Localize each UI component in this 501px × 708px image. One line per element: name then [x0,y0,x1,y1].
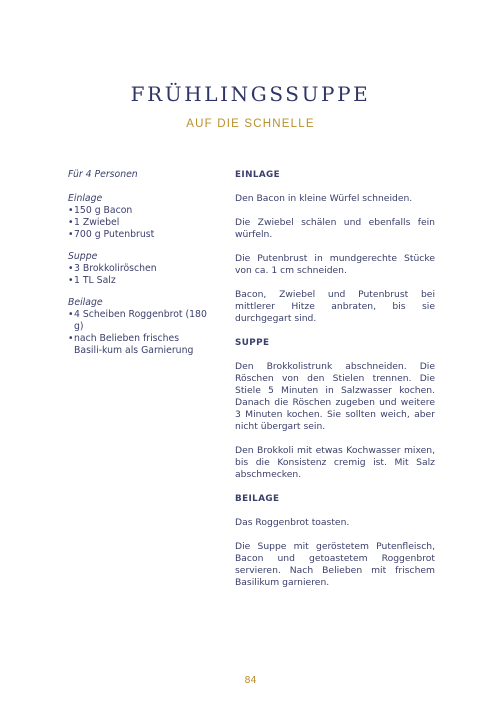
page-number: 84 [244,675,257,686]
instruction-paragraph: Bacon, Zwiebel und Putenbrust bei mittlerer Hitze anbraten, bis sie durchgegart sind. [235,289,435,324]
instructions-column [235,169,435,601]
ingredient-item: • 3 Brokkoliröschen [68,263,208,275]
instruction-section-einlage [235,169,435,325]
section-heading: BEILAGE [235,494,280,504]
instruction-section-suppe [235,337,435,481]
instruction-paragraph: Die Putenbrust in mundgerechte Stücke von ca. 1 cm schneiden. [235,253,435,276]
ingredient-item: • 150 g Bacon [68,205,208,217]
ingredient-group-suppe [68,251,208,287]
ingredient-list [68,263,208,287]
instruction-paragraph: Den Brokkolistrunk abschneiden. Die Röschen von den Stielen trennen. Die Stiele 5 Minuten in Salzwasser kochen. Danach die Röschen zugeben und weitere 3 Minuten kochen. Sie sollten weich, aber nicht übergart sein. [235,361,435,432]
ingredient-group-title: Einlage [68,193,103,204]
ingredient-item: • nach Belieben frisches Basili-kum als Garnierung [68,333,208,357]
instruction-paragraph: Das Roggenbrot toasten. [235,517,350,528]
ingredient-item: • 1 TL Salz [68,275,208,287]
ingredient-item: • 4 Scheiben Roggenbrot (180 g) [68,309,208,333]
ingredient-group-title: Suppe [68,251,98,262]
instruction-paragraph: Den Bacon in kleine Würfel schneiden. [235,193,413,204]
instruction-section-beilage [235,493,435,589]
ingredient-group-title: Beilage [68,297,103,308]
instruction-paragraph: Die Suppe mit geröstetem Putenfleisch, Bacon und getoastetem Roggenbrot servieren. Nach Belieben mit frischem Basilikum garnieren. [235,541,435,588]
servings-label: Für 4 Personen [68,169,138,180]
section-heading: EINLAGE [235,170,281,180]
section-heading: SUPPE [235,338,270,348]
ingredients-column [68,169,208,367]
ingredient-group-beilage [68,297,208,357]
instruction-paragraph: Die Zwiebel schälen und ebenfalls fein würfeln. [235,217,435,240]
instruction-paragraph: Den Brokkoli mit etwas Kochwasser mixen, bis die Konsistenz cremig ist. Mit Salz abschmecken. [235,445,435,480]
ingredient-list [68,309,208,357]
ingredient-list [68,205,208,241]
ingredient-group-einlage [68,193,208,241]
recipe-subtitle: AUF DIE SCHNELLE [186,118,315,130]
ingredient-item: • 700 g Putenbrust [68,229,208,241]
recipe-title: FRÜHLINGSSUPPE [130,82,371,106]
ingredient-item: • 1 Zwiebel [68,217,208,229]
